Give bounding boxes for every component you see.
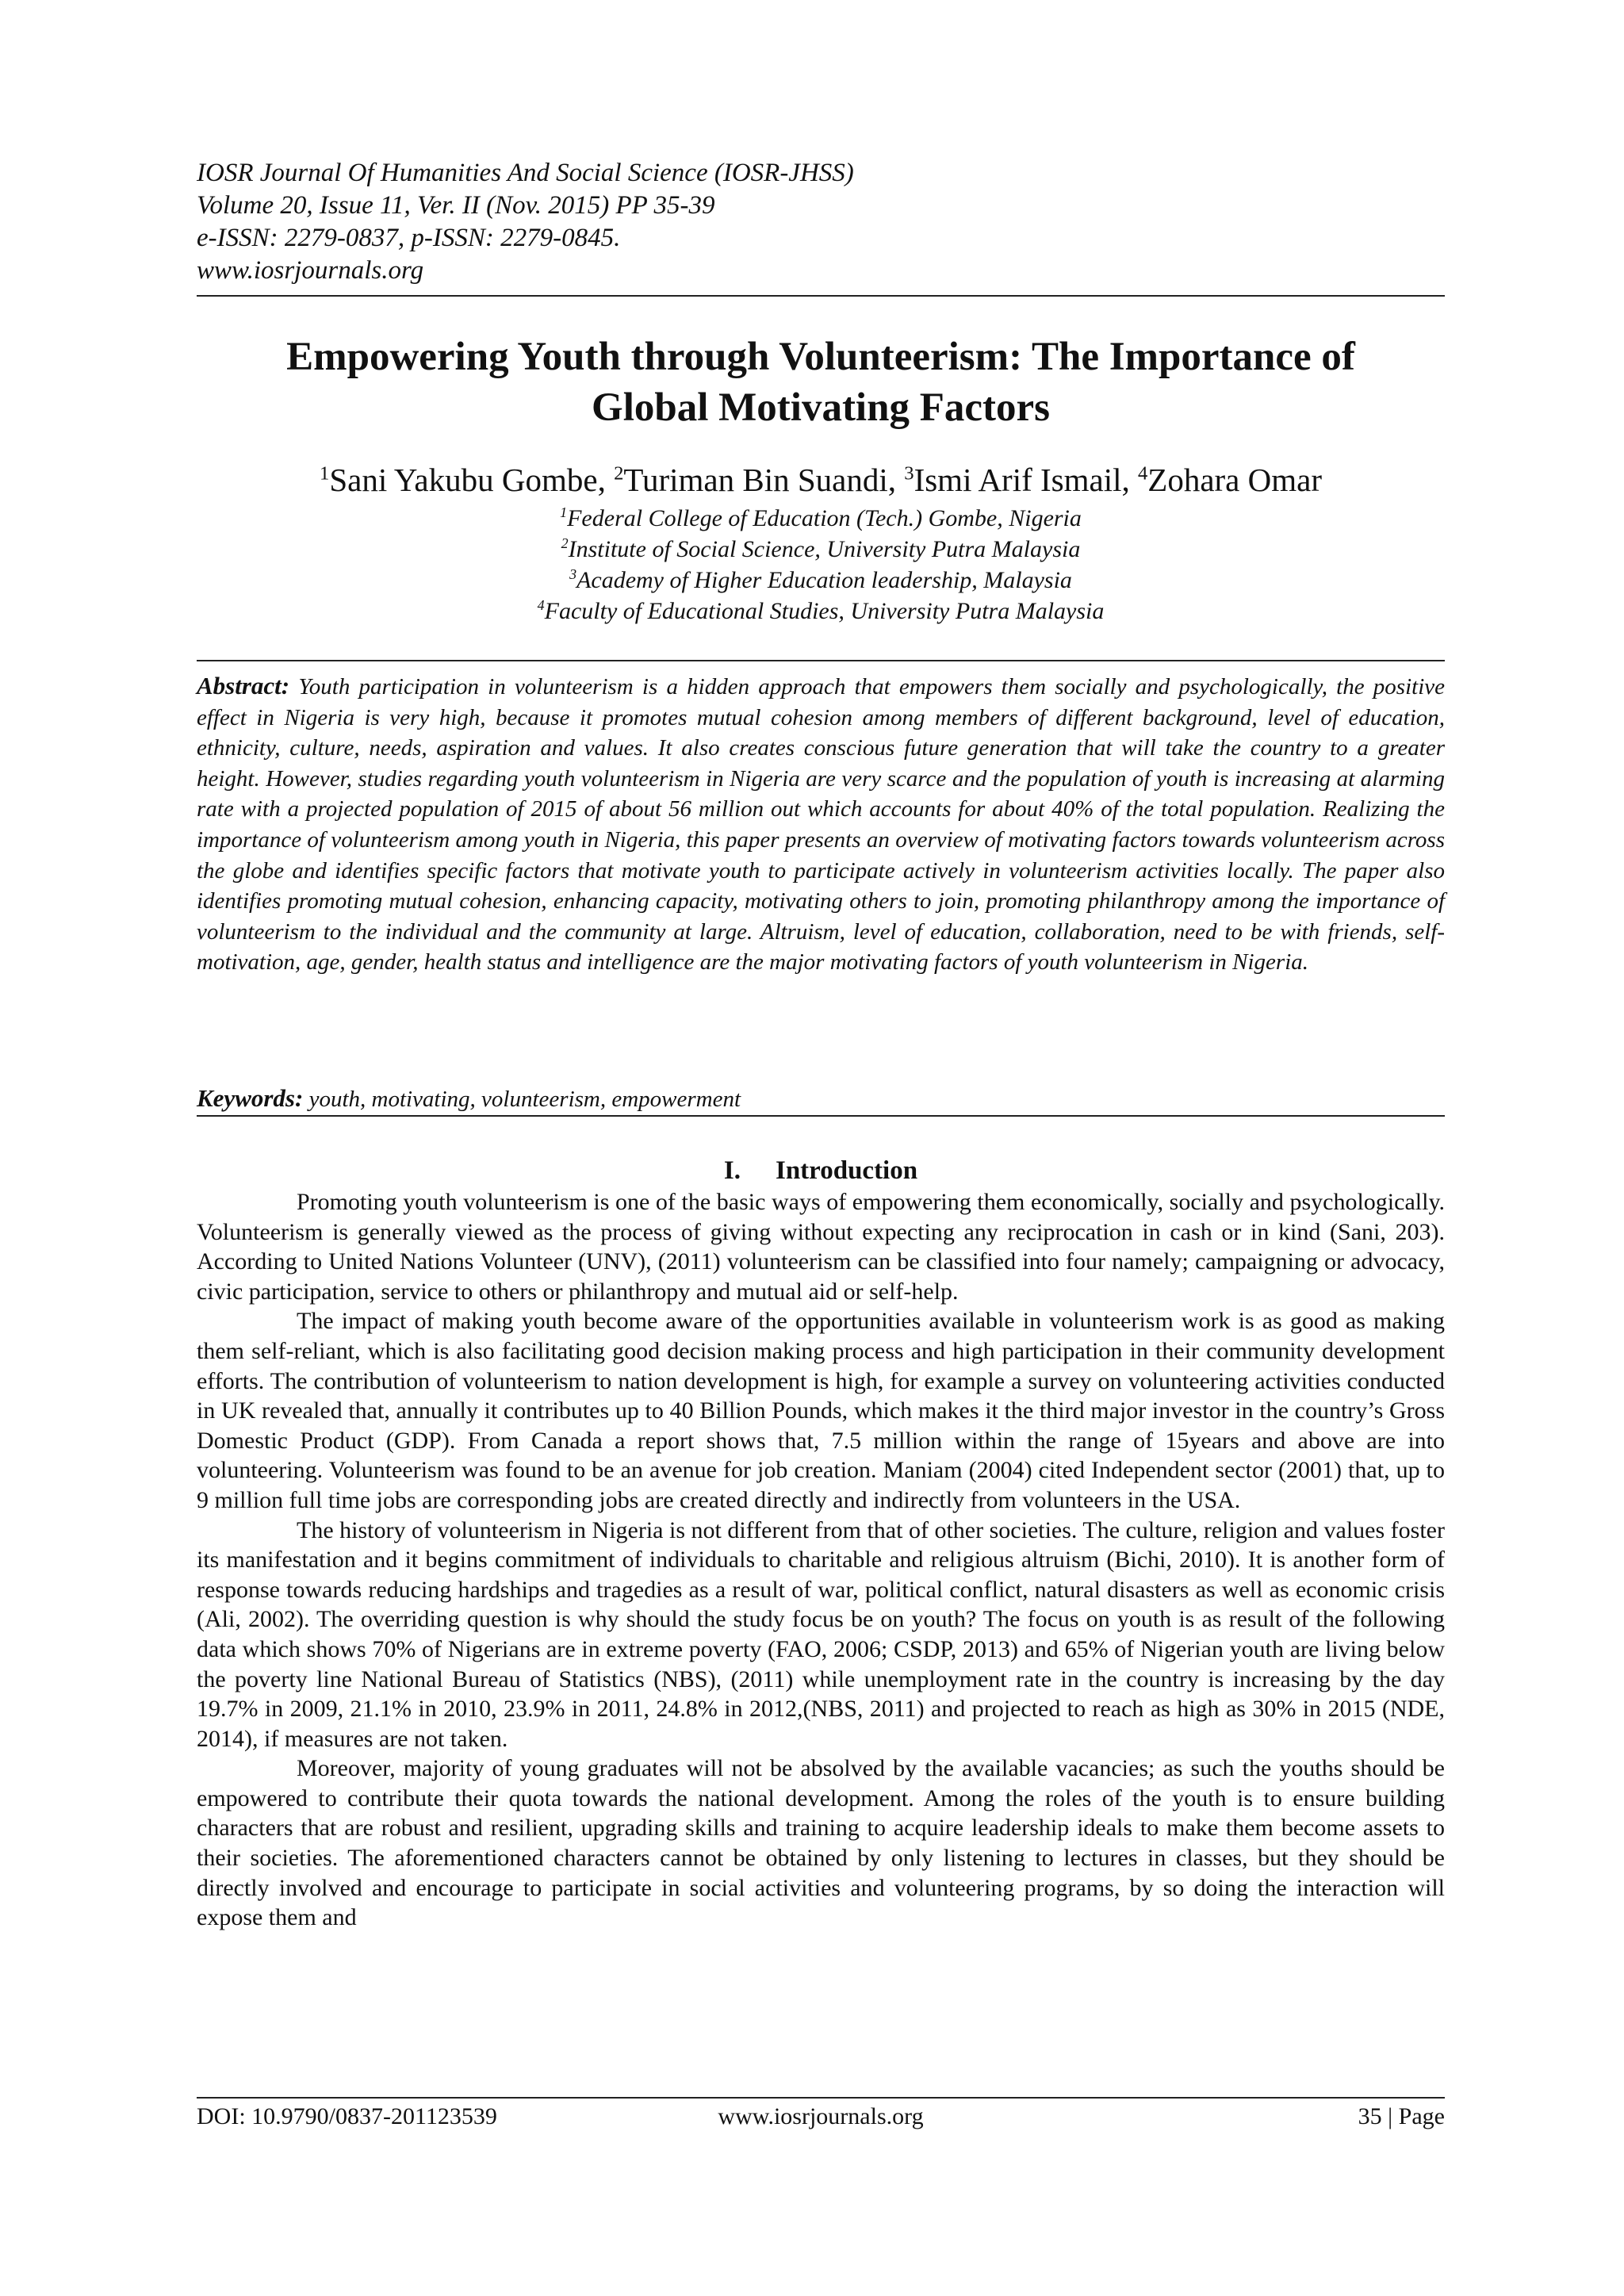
author: $^3$Ismi Arif Ismail, <box>904 462 1138 498</box>
section-heading <box>197 1155 1445 1186</box>
paragraph: Moreover, majority of young graduates will not be absolved by the available vacancies; as such the youths should be empowered to contribute their quota towards the national development. Among the roles of the youth is to ensure building characters that are robust and resilient, upgrading skills and training to acquire leadership ideals to make them become assets to their societies. The aforementioned characters cannot be obtained by only listening to lectures in classes, but they should be directly involved and encourage to participate in social activities and volunteering programs, by so doing the interaction will expose them and <box>197 1755 1445 1931</box>
footer-doi: DOI: 10.9790/0837-201123539 <box>197 2103 497 2129</box>
journal-website: www.iosrjournals.org <box>197 256 424 285</box>
section-number: I. <box>723 1156 741 1185</box>
paper-title-line-1: Empowering Youth through Volunteerism: The Importance of <box>286 335 1355 379</box>
abstract-rule <box>197 660 1445 661</box>
paper-page <box>197 0 1445 2296</box>
keywords-rule <box>197 1115 1445 1117</box>
keywords <box>197 1083 1445 1114</box>
paper-title-line-2: Global Motivating Factors <box>592 385 1050 430</box>
paragraph: Promoting youth volunteerism is one of the basic ways of empowering them economically, socially and psychologically. Volunteerism is generally viewed as the process of giving without expecting any reciprocation in cash or in kind (Sani, 203). According to United Nations Volunteer (UNV), (2011) volunteerism can be classified into four namely; campaigning or advocacy, civic participation, service to others or philanthropy and mutual aid or self-help. <box>197 1189 1445 1305</box>
abstract-text: Youth participation in volunteerism is a hidden approach that empowers them socially and psychologically, the positive effect in Nigeria is very high, because it promotes mutual cohesion among members of different background, level of education, ethnicity, culture, needs, aspiration and values. It also creates conscious future generation that will take the country to a greater height. However, studies regarding youth volunteerism in Nigeria are very scarce and the population of youth is increasing at alarming rate with a projected population of 2015 of about 56 million out which accounts for about 40% of the total population. Realizing the importance of volunteerism among youth in Nigeria, this paper presents an overview of motivating factors towards volunteerism across the globe and identifies specific factors that motivate youth to participate actively in volunteerism activities locally. The paper also identifies promoting mutual cohesion, enhancing capacity, motivating others to join, promoting philanthropy among the importance of volunteerism to the individual and the community at large. Altruism, level of education, collaboration, need to be with friends, self-motivation, age, gender, health status and intelligence are the major motivating factors of youth volunteerism in Nigeria. <box>197 674 1445 976</box>
footer-rule <box>197 2097 1445 2099</box>
affiliation-list <box>197 503 1445 627</box>
affiliation: $^4$Faculty of Educational Studies, University Putra Malaysia <box>537 597 1105 624</box>
keywords-text: youth, motivating, volunteerism, empowerment <box>308 1087 741 1112</box>
author-list <box>197 458 1445 501</box>
keywords-label: Keywords: <box>197 1084 304 1112</box>
journal-name: IOSR Journal Of Humanities And Social Science (IOSR-JHSS) <box>197 159 854 187</box>
journal-volume: Volume 20, Issue 11, Ver. II (Nov. 2015) PP 35-39 <box>197 191 715 220</box>
header-rule <box>197 295 1445 297</box>
journal-header <box>197 157 1445 287</box>
author: $^1$Sani Yakubu Gombe, <box>320 462 615 498</box>
author: $^2$Turiman Bin Suandi, <box>614 462 905 498</box>
section-title: Introduction <box>775 1156 918 1185</box>
affiliation: $^3$Academy of Higher Education leadership, Malaysia <box>569 566 1072 593</box>
abstract-label: Abstract: <box>197 672 290 700</box>
paragraph: The impact of making youth become aware of the opportunities available in volunteerism work is as good as making them self-reliant, which is also facilitating good decision making process and high participation in their community development efforts. The contribution of volunteerism to nation development is high, for example a survey on volunteering activities conducted in UK revealed that, annually it contributes up to 40 Billion Pounds, which makes it the third major investor in the country’s Gross Domestic Product (GDP). From Canada a report shows that, 7.5 million within the range of 15years and above are into volunteering. Volunteerism was found to be an avenue for job creation. Maniam (2004) cited Independent sector (2001) that, up to 9 million full time jobs are corresponding jobs are created directly and indirectly from volunteers in the USA. <box>197 1308 1445 1513</box>
affiliation: $^2$Institute of Social Science, University Putra Malaysia <box>561 535 1081 562</box>
footer-website: www.iosrjournals.org <box>718 2103 924 2129</box>
journal-issn: e-ISSN: 2279-0837, p-ISSN: 2279-0845. <box>197 224 621 252</box>
paper-title <box>197 332 1445 433</box>
paragraph: The history of volunteerism in Nigeria is not different from that of other societies. The culture, religion and values foster its manifestation and it begins commitment of individuals to charitable and religious altruism (Bichi, 2010). It is another form of response towards reducing hardships and tragedies as a result of war, political conflict, natural disasters as well as economic crisis (Ali, 2002). The overriding question is why should the study focus be on youth? The focus on youth is as result of the following data which shows 70% of Nigerians are in extreme poverty (FAO, 2006; CSDP, 2013) and 65% of Nigerian youth are living below the poverty line National Bureau of Statistics (NBS), (2011) while unemployment rate in the country is increasing by the day 19.7% in 2009, 21.1% in 2010, 23.9% in 2011, 24.8% in 2012,(NBS, 2011) and projected to reach as high as 30% in 2015 (NDE, 2014), if measures are not taken. <box>197 1516 1445 1752</box>
author: $^4$Zohara Omar <box>1137 462 1322 498</box>
abstract <box>197 671 1445 978</box>
affiliation: $^1$Federal College of Education (Tech.) Gombe, Nigeria <box>560 504 1082 531</box>
section-body <box>197 1187 1445 1933</box>
page-number: 35 | Page <box>1358 2103 1445 2129</box>
